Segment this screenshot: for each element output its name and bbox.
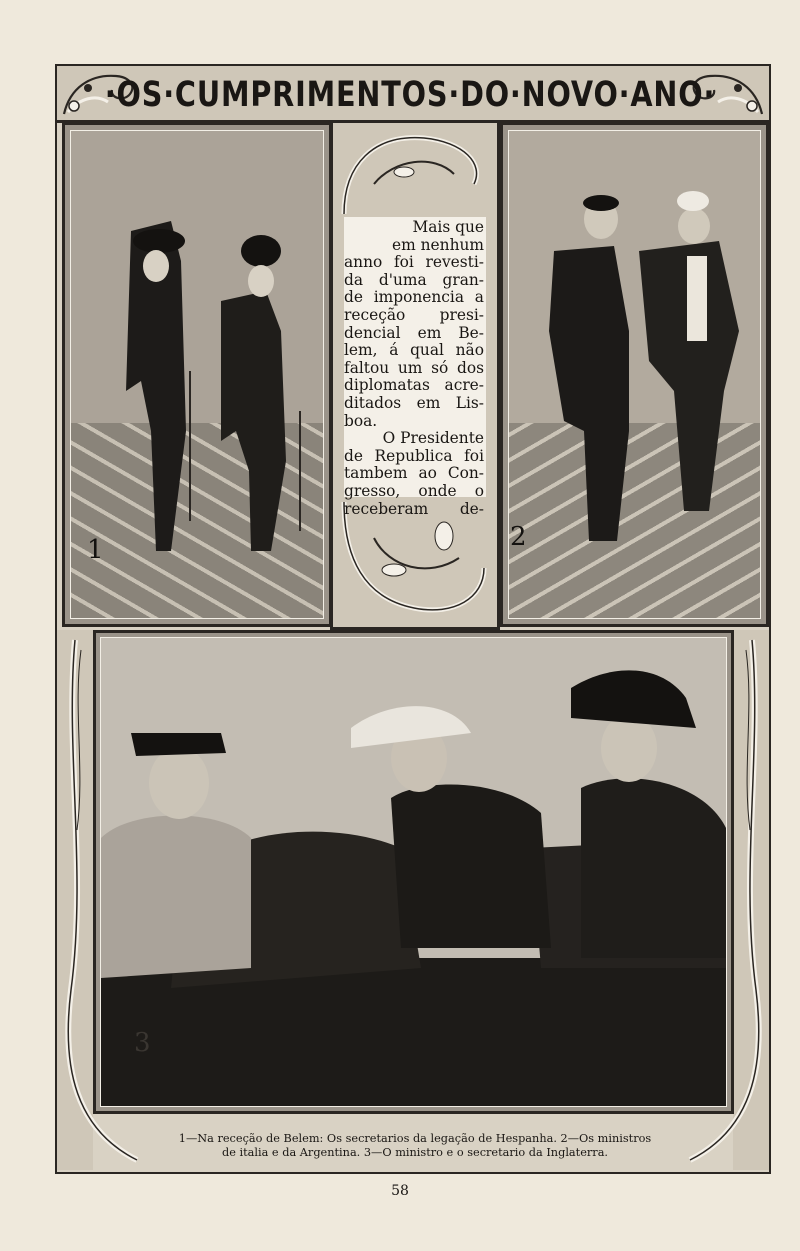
article-line: anno foi revesti- [344,253,484,272]
photo-italian-argentine-ministers [500,122,769,627]
article-line: Mais que [412,218,484,236]
article-line: gresso, onde o [344,481,484,500]
article-line: tambem ao Con- [344,464,484,483]
photo-number-2: 2 [510,522,527,552]
article-line: O Presidente [382,429,484,448]
article-line: receção presi- [344,305,484,324]
article-line: lem, á qual não [344,341,484,360]
caption-line-2: de italia e da Argentina. 3—O ministro e o secretario da Inglaterra. [221,1146,609,1159]
article-line: dencial em Be- [344,323,484,342]
page-title: ·OS·CUMPRIMENTOS·DO·NOVO·ANO· [104,75,716,115]
article-line: da d'uma gran- [344,270,484,289]
photo-number-3: 3 [134,1028,151,1058]
photo-number-1: 1 [87,535,104,565]
photo-british-minister-carriage [93,630,734,1114]
photo-caption [150,1132,680,1160]
photo-spanish-secretaries [62,122,332,627]
article-line: diplomatas acre- [344,376,484,395]
article-line: em nenhum [392,235,484,254]
centre-top-ornament [334,124,496,219]
article-line: de imponencia a [344,288,484,307]
article-text [344,219,484,518]
article-line: ditados em Lis- [344,393,484,412]
caption-line-1: 1—Na receção de Belem: Os secretarios da legação de Hespanha. 2—Os ministros [178,1132,652,1145]
article-line: de Republica foi [344,446,484,465]
article-line: faltou um só dos [344,358,484,377]
article-line: receberam de- [344,499,484,518]
page-number: 58 [391,1183,409,1199]
article-line: boa. [344,411,378,430]
